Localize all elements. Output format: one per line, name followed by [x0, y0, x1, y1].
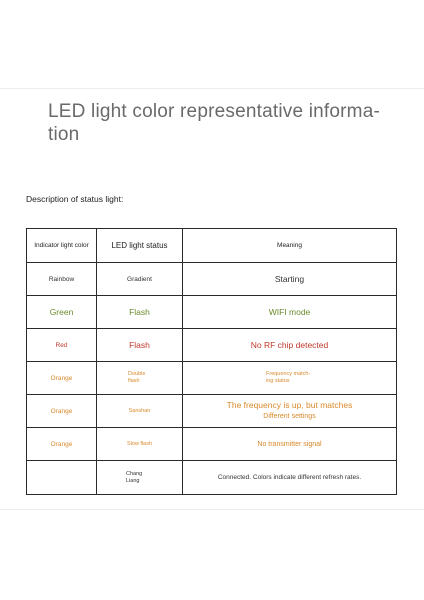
header-meaning: Meaning [183, 229, 397, 263]
table-header-row [27, 229, 397, 263]
section-subtitle: Description of status light: [26, 194, 124, 204]
table-row [27, 263, 397, 296]
cell-color: Orange [27, 362, 97, 395]
status-line-2: flash [128, 378, 140, 384]
cell-status [97, 362, 183, 395]
cell-status: Sanshan [97, 395, 183, 428]
cell-meaning [183, 395, 397, 428]
header-indicator-color: Indicator light color [27, 229, 97, 263]
cell-color: Orange [27, 428, 97, 461]
meaning-line-2: Different settings [263, 413, 316, 420]
cell-meaning [183, 362, 397, 395]
table-row [27, 329, 397, 362]
header-led-status: LED light status [97, 229, 183, 263]
table-row [27, 296, 397, 329]
cell-status: Gradient [97, 263, 183, 296]
table-row [27, 395, 397, 428]
cell-meaning: Connected. Colors indicate different refresh rates. [183, 461, 397, 495]
meaning-line-1: Frequency match- [266, 371, 311, 377]
page-title: LED light color representative informa-tion [48, 101, 380, 145]
cell-color [27, 461, 97, 495]
cell-status: Flash [97, 296, 183, 329]
cell-color: Rainbow [27, 263, 97, 296]
cell-status: Flash [97, 329, 183, 362]
status-line-1: Double [128, 371, 146, 377]
cell-meaning: Starting [183, 263, 397, 296]
cell-color: Green [27, 296, 97, 329]
meaning-line-1: The frequency is up, but matches [226, 400, 353, 410]
cell-status: Slow flash [97, 428, 183, 461]
table-row [27, 362, 397, 395]
status-line-1: Chang [126, 470, 143, 477]
cell-meaning: No transmitter signal [183, 428, 397, 461]
cell-meaning: WIFI mode [183, 296, 397, 329]
led-status-table [26, 228, 397, 495]
cell-meaning: No RF chip detected [183, 329, 397, 362]
meaning-line-2: ing status [266, 378, 290, 384]
table-row [27, 461, 397, 495]
cell-status [97, 461, 183, 495]
cell-color: Red [27, 329, 97, 362]
status-line-2: Liang [126, 477, 140, 484]
table-row [27, 428, 397, 461]
cell-color: Orange [27, 395, 97, 428]
